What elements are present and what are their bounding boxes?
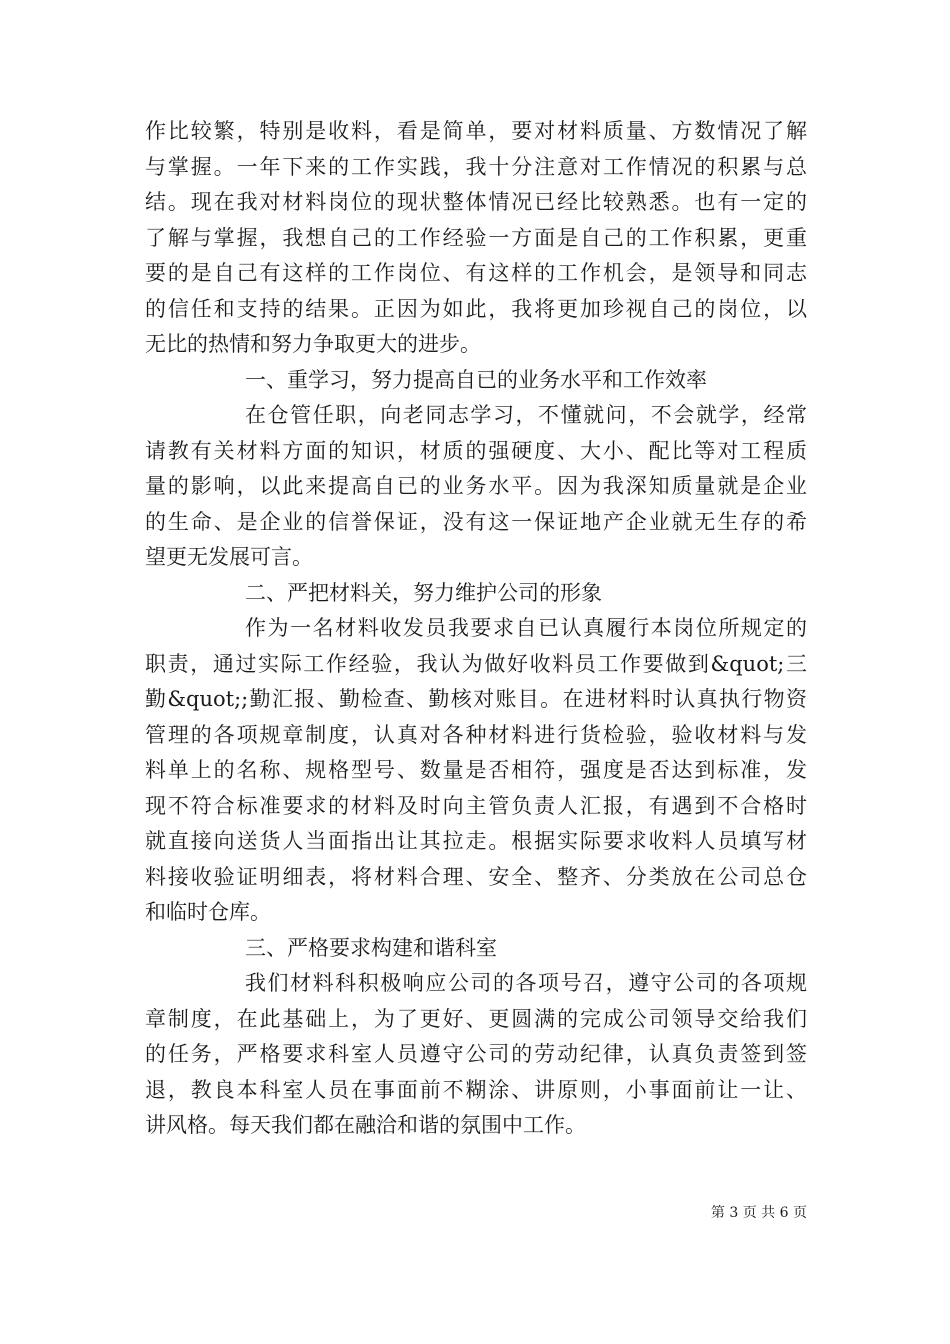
body-line: 职责，通过实际工作经验，我认为做好收料员工作要做到&quot;三 bbox=[145, 651, 807, 676]
body-line: 的任务，严格要求科室人员遵守公司的劳动纪律，认真负责签到签 bbox=[145, 1042, 807, 1066]
body-line: 管理的各项规章制度，认真对各种材料进行货检验，验收材料与发 bbox=[145, 722, 807, 747]
page-number-footer: 第 3 页 共 6 页 bbox=[710, 1205, 807, 1221]
body-line: 作比较繁，特别是收料，看是简单，要对材料质量、方数情况了解 bbox=[145, 119, 807, 143]
body-line: 退，教良本科室人员在事面前不糊涂、讲原则，小事面前让一让、 bbox=[145, 1077, 807, 1102]
paragraph-last-line: 讲风格。每天我们都在融洽和谐的氛围中工作。 bbox=[145, 1113, 586, 1137]
paragraph-first-line: 我们材料科积极响应公司的各项号召，遵守公司的各项规 bbox=[245, 971, 807, 995]
body-line: 勤&quot;;勤汇报、勤检查、勤核对账目。在进材料时认真执行物资 bbox=[145, 687, 808, 711]
body-line: 了解与掌握，我想自己的工作经验一方面是自己的工作积累，更重 bbox=[145, 225, 807, 250]
paragraph-first-line: 在仓管任职，向老同志学习，不懂就问，不会就学，经常 bbox=[245, 403, 807, 427]
paragraph-last-line: 和临时仓库。 bbox=[145, 900, 271, 924]
section-heading: 二、严把材料关，努力维护公司的形象 bbox=[245, 580, 602, 605]
body-line: 结。现在我对材料岗位的现状整体情况已经比较熟悉。也有一定的 bbox=[145, 190, 807, 214]
body-line: 料单上的名称、规格型号、数量是否相符，强度是否达到标准，发 bbox=[145, 758, 807, 782]
paragraph-last-line: 无比的热情和努力争取更大的进步。 bbox=[145, 332, 481, 356]
section-heading: 一、重学习，努力提高自已的业务水平和工作效率 bbox=[245, 367, 707, 392]
paragraph-last-line: 望更无发展可言。 bbox=[145, 545, 313, 569]
paragraph-first-line: 作为一名材料收发员我要求自已认真履行本岗位所规定的 bbox=[245, 616, 807, 640]
body-line: 的信任和支持的结果。正因为如此，我将更加珍视自己的岗位，以 bbox=[145, 296, 807, 321]
body-line: 请教有关材料方面的知识，材质的强硬度、大小、配比等对工程质 bbox=[145, 438, 807, 463]
body-line: 要的是自己有这样的工作岗位、有这样的工作机会，是领导和同志 bbox=[145, 261, 807, 285]
body-line: 章制度，在此基础上，为了更好、更圆满的完成公司领导交给我们 bbox=[145, 1006, 807, 1031]
body-line: 的生命、是企业的信誉保证，没有这一保证地产企业就无生存的希 bbox=[145, 509, 807, 534]
body-line: 与掌握。一年下来的工作实践，我十分注意对工作情况的积累与总 bbox=[145, 154, 807, 179]
section-heading: 三、严格要求构建和谐科室 bbox=[245, 935, 497, 960]
body-line: 量的影响，以此来提高自已的业务水平。因为我深知质量就是企业 bbox=[145, 474, 807, 498]
body-line: 料接收验证明细表，将材料合理、安全、整齐、分类放在公司总仓 bbox=[145, 864, 807, 889]
document-body bbox=[145, 114, 807, 1144]
body-line: 就直接向送货人当面指出让其拉走。根据实际要求收料人员填写材 bbox=[145, 829, 807, 853]
body-line: 现不符合标准要求的材料及时向主管负责人汇报，有遇到不合格时 bbox=[145, 793, 807, 818]
